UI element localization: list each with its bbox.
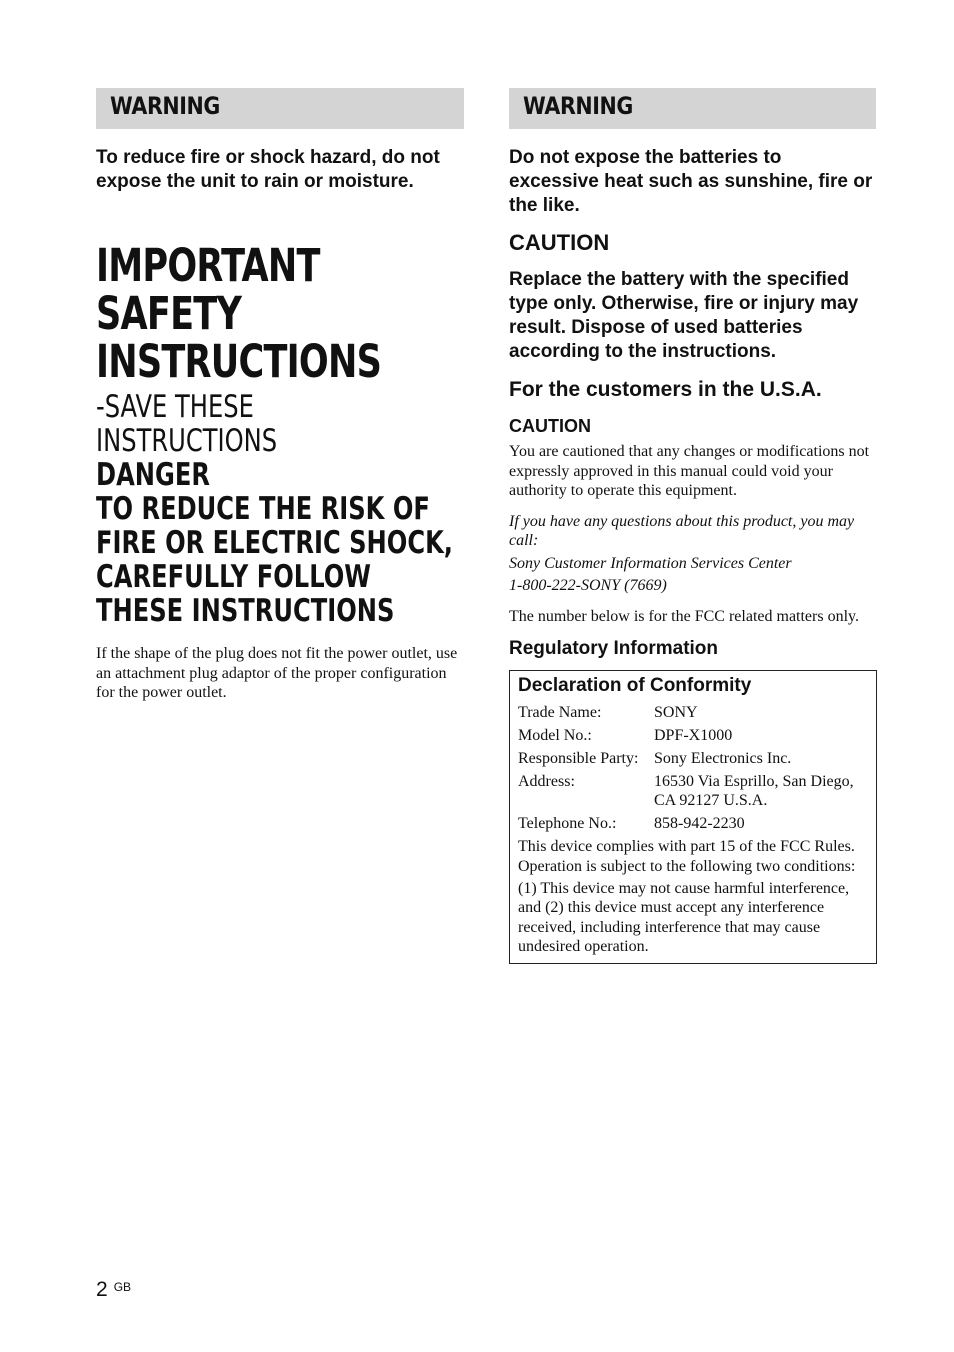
declaration-key: Address: [518, 772, 575, 790]
declaration-key: Responsible Party: [518, 749, 639, 767]
caution-heading: CAUTION [509, 230, 610, 255]
declaration-value: Sony Electronics Inc. [654, 749, 792, 767]
caution-text: Replace the battery with the specified type only. Otherwise, fire or injury may result. Dispose of used batteries according to the instructions. [509, 269, 859, 362]
compliance-text: This device complies with part 15 of the FCC Rules. Operation is subject to the following two conditions: [518, 838, 856, 875]
declaration-row [518, 772, 868, 811]
usa-caution-heading: CAUTION [509, 416, 591, 436]
declaration-value: SONY [654, 703, 698, 721]
region-code: GB [113, 1280, 132, 1294]
warning-label-left: WARNING [110, 92, 220, 120]
warning-text-left: To reduce fire or shock hazard, do not expose the unit to rain or moisture. [96, 147, 440, 192]
regulatory-heading: Regulatory Information [509, 637, 719, 659]
warning-banner-right [509, 88, 876, 129]
page-number: 2 [96, 1278, 108, 1301]
important-title [96, 239, 464, 388]
save-instructions [96, 390, 464, 458]
fcc-note: The number below is for the FCC related matters only. [509, 608, 859, 626]
left-column [96, 88, 464, 703]
save-line-1: -SAVE THESE [96, 389, 254, 425]
declaration-title: Declaration of Conformity [518, 674, 752, 696]
danger-line-4: CAREFULLY FOLLOW [96, 559, 371, 595]
usa-heading: For the customers in the U.S.A. [509, 378, 822, 401]
declaration-value: DPF-X1000 [654, 726, 733, 744]
declaration-value: 16530 Via Esprillo, San Diego, CA 92127 U.S.A. [654, 772, 854, 810]
right-column [509, 88, 876, 964]
page-footer [96, 1278, 131, 1302]
warning-banner-left [96, 88, 464, 129]
declaration-value: 858-942-2230 [654, 815, 745, 833]
questions-text: If you have any questions about this product, you may call: [509, 512, 855, 550]
conditions-text: (1) This device may not cause harmful interference, and (2) this device must accept any interference received, including interference that may cause undesired operation. [518, 879, 850, 956]
declaration-row [518, 749, 868, 768]
warning-label-right: WARNING [523, 92, 633, 120]
danger-line-2: TO REDUCE THE RISK OF [96, 491, 430, 527]
declaration-key: Model No.: [518, 726, 592, 744]
declaration-row [518, 703, 868, 722]
warning-text-right: Do not expose the batteries to excessive heat such as sunshine, fire or the like. [509, 147, 873, 216]
danger-line-5: THESE INSTRUCTIONS [96, 593, 395, 629]
danger-line-1: DANGER [96, 457, 211, 493]
title-line-3: INSTRUCTIONS [96, 335, 382, 388]
declaration-key: Telephone No.: [518, 815, 617, 833]
plug-text: If the shape of the plug does not fit the power outlet, use an attachment plug adaptor of the proper configuration for the power outlet. [96, 645, 458, 702]
declaration-box [509, 670, 877, 964]
danger-line-3: FIRE OR ELECTRIC SHOCK, [96, 525, 454, 561]
usa-caution-text: You are cautioned that any changes or modifications not expressly approved in this manual could void your authority to operate this equipment. [509, 443, 870, 500]
title-line-2: SAFETY [96, 287, 242, 340]
declaration-row [518, 814, 868, 833]
center-phone: 1-800-222-SONY (7669) [509, 576, 667, 594]
title-line-1: IMPORTANT [96, 239, 320, 292]
declaration-row [518, 726, 868, 745]
danger-block [96, 458, 464, 628]
center-name: Sony Customer Information Services Center [509, 554, 792, 572]
declaration-key: Trade Name: [518, 703, 602, 721]
save-line-2: INSTRUCTIONS [96, 423, 278, 459]
